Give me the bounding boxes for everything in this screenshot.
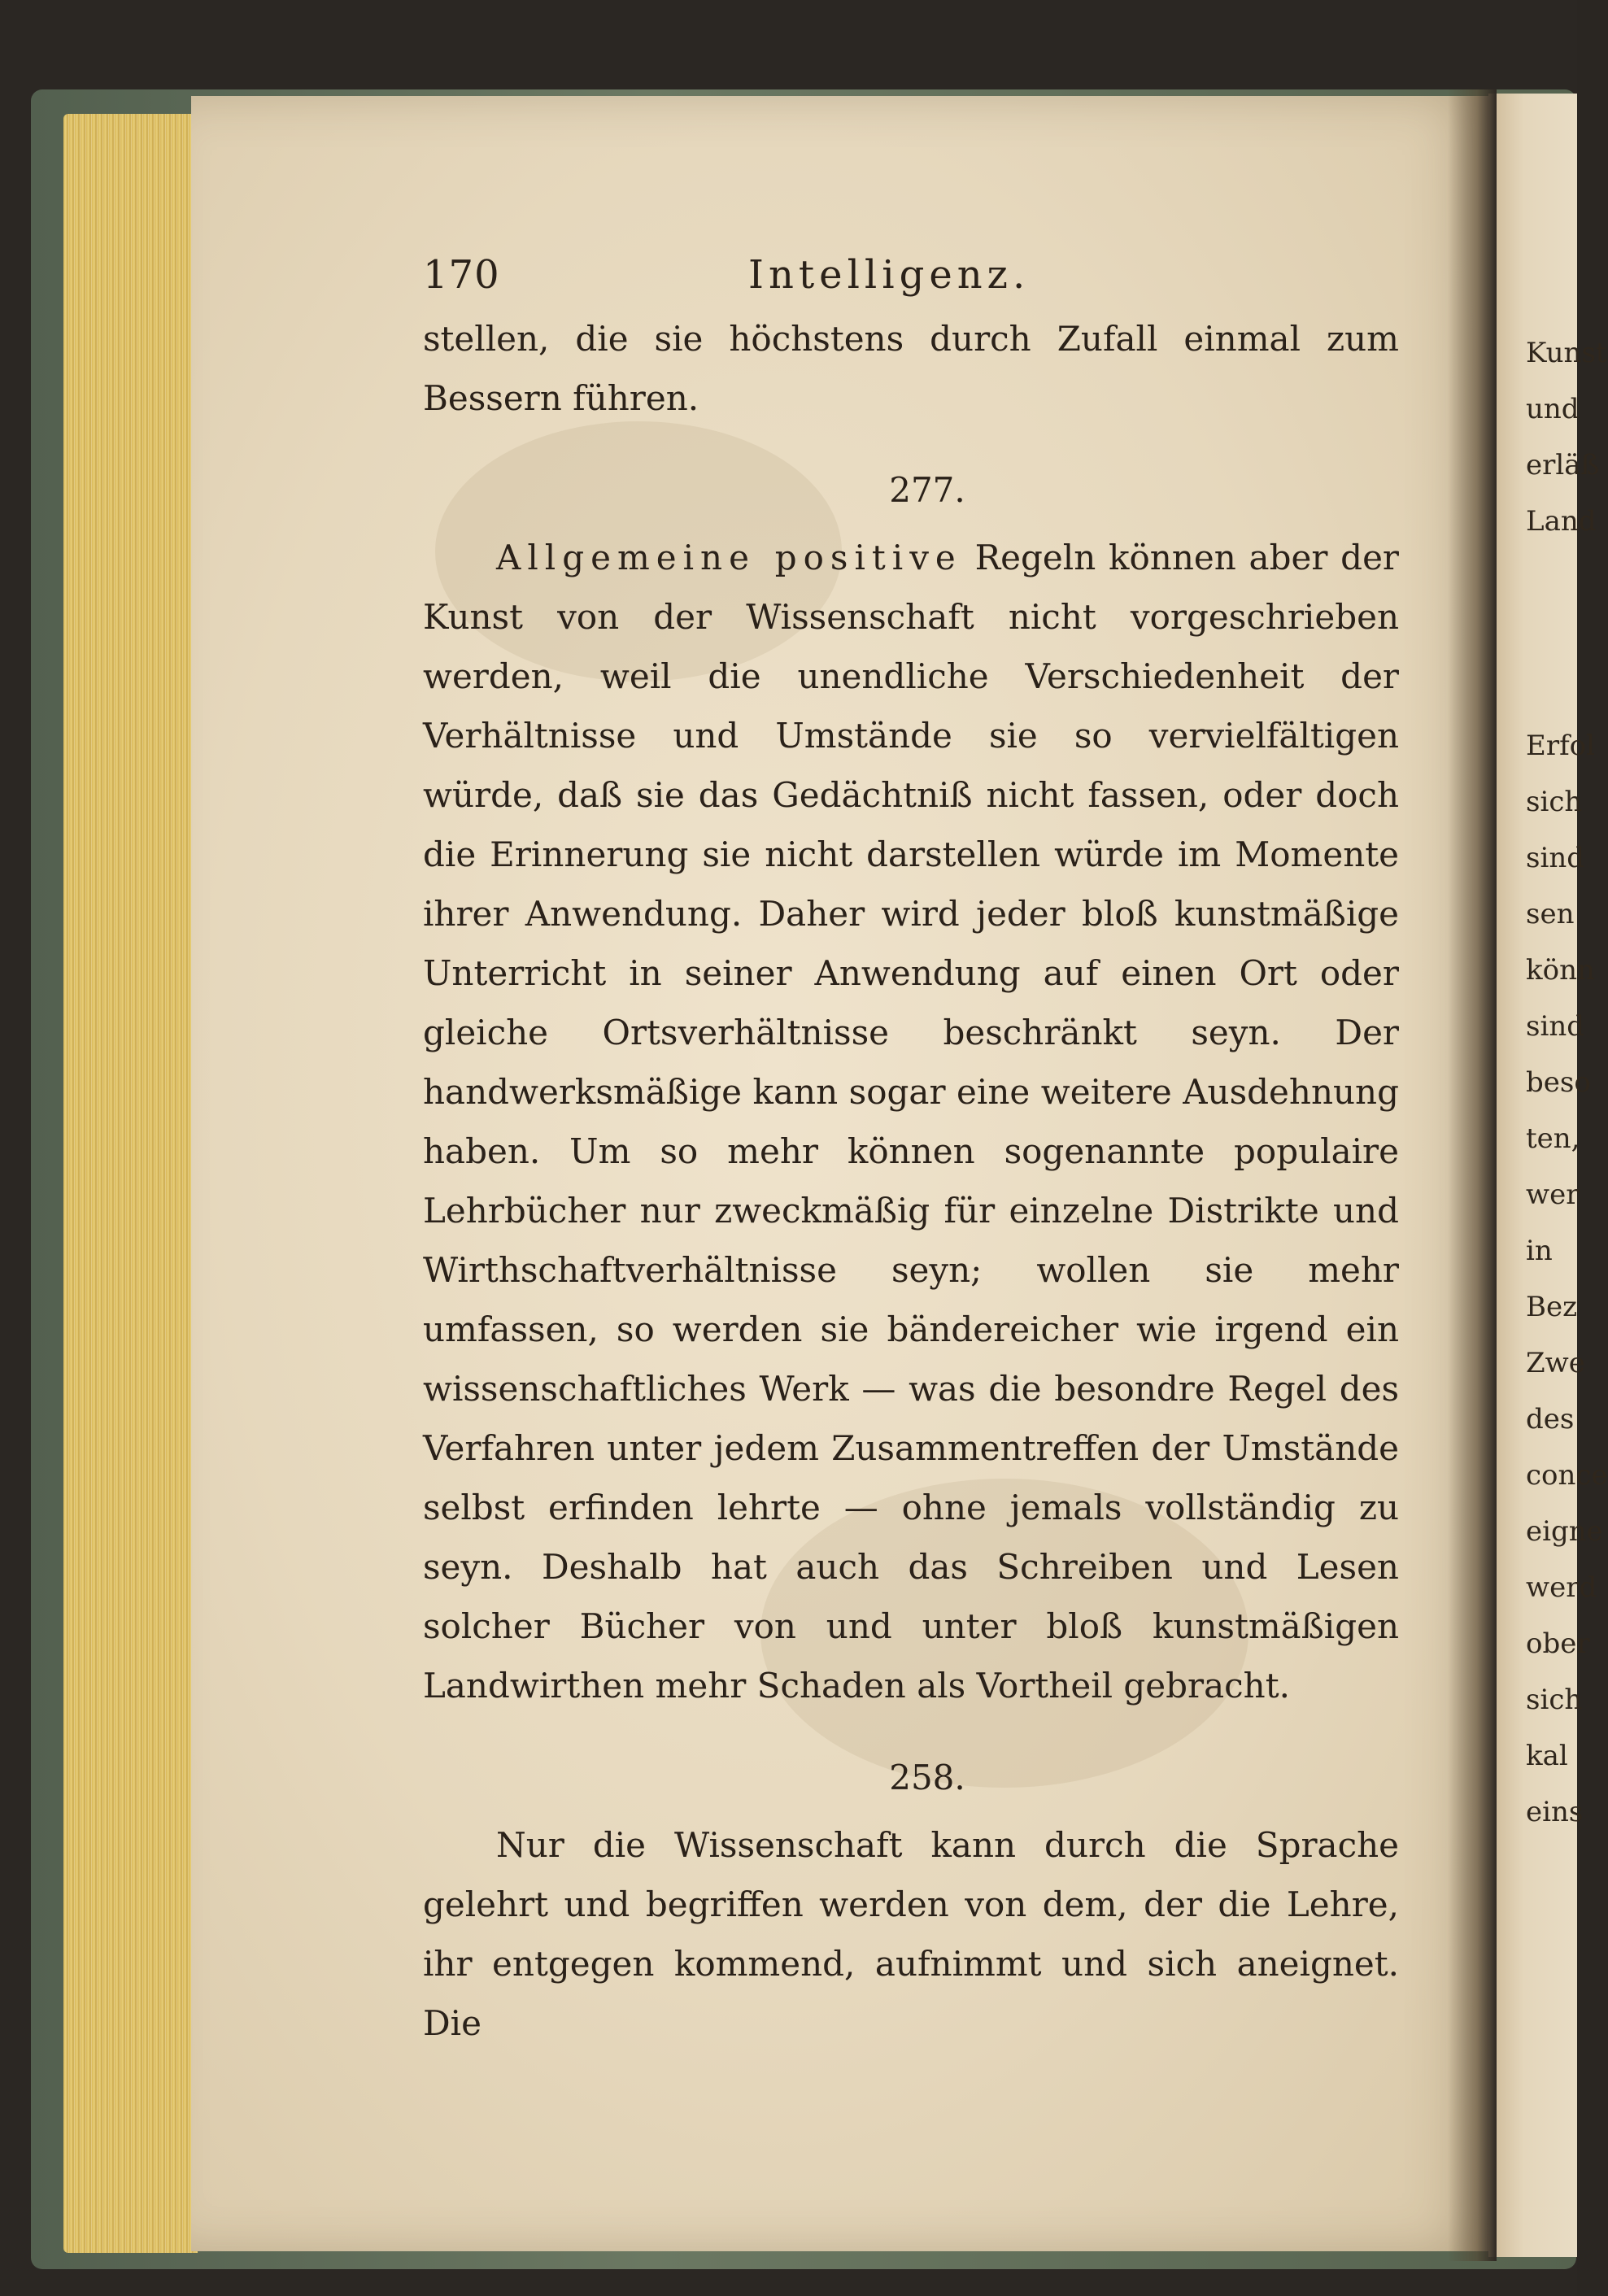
fragment-line: könn <box>1526 954 1595 987</box>
paragraph-body: Regeln können aber der Kunst von der Wissenschaft nicht vorgeschrieben werden, weil die unendliche Verschiedenheit der Verhältnisse und Umstände sie so vervielfältigen würde, daß sie das Gedächtniß nicht fassen, oder doch die Erinnerung sie nicht darstellen würde im Momente ihrer Anwendung. Daher wird jeder bloß kunstmäßige Unterricht in seiner Anwendung auf einen Ort oder gleiche Ortsverhältnisse beschränkt seyn. Der handwerksmäßige kann sogar eine weitere Ausdehnung haben. Um so mehr können sogenannte populaire Lehrbücher nur zweckmäßig für einzelne Distrikte und Wirthschaftverhältnisse seyn; wollen sie mehr umfassen, so werden sie bändereicher wie irgend ein wissenschaftliches Werk — was die besondre Regel des Verfahren unter jedem Zusammentreffen der Umstände selbst erfinden lehrte — ohne jemals vollständig zu seyn. Deshalb hat auch das Schreiben und Lesen solcher Bücher von und unter bloß kunstmäßigen Landwirthen mehr Schaden als Vortheil gebracht. <box>423 538 1399 1706</box>
page-text <box>423 244 1399 2053</box>
fragment-line: in <box>1526 1235 1553 1267</box>
fragment-line: eins <box>1526 1796 1584 1828</box>
running-head <box>423 244 1399 309</box>
fragment-line: Erfol <box>1526 730 1595 762</box>
fragment-line: ten, <box>1526 1122 1580 1155</box>
paragraph-277 <box>423 528 1399 1715</box>
fragment-line <box>1526 606 1577 662</box>
fragment-line: sen <box>1526 898 1575 930</box>
page-edges <box>63 114 198 2253</box>
fragment-line: eigne <box>1526 1515 1603 1548</box>
fragment-line: des <box>1526 1403 1575 1436</box>
book-gutter <box>1448 89 1497 2261</box>
fragment-line: beso <box>1526 1066 1591 1099</box>
fragment-line: werd <box>1526 1571 1597 1604</box>
fragment-line: wer <box>1526 1178 1580 1211</box>
fragment-line: ober <box>1526 1627 1590 1660</box>
fragment-line <box>1526 662 1577 718</box>
fragment-line: Zwe <box>1526 1347 1585 1379</box>
fragment-line: sich <box>1526 786 1583 818</box>
fragment-line: sich <box>1526 1684 1583 1716</box>
paragraph-carry-over: stellen, die sie höchstens durch Zufall einmal zum Bessern führen. <box>423 319 1399 418</box>
fragment-line: und <box>1526 393 1580 425</box>
fragment-line: conce <box>1526 1459 1608 1492</box>
fragment-line: sind <box>1526 842 1584 874</box>
fragment-line: Kunst <box>1526 337 1607 369</box>
facing-page-fragments <box>1526 325 1608 1841</box>
fragment-line: erläß <box>1526 449 1600 481</box>
fragment-line <box>1526 550 1577 606</box>
fragment-line: kal <box>1526 1740 1568 1772</box>
section-number: 258. <box>889 1758 965 1797</box>
fragment-line: Land <box>1526 505 1597 538</box>
page-number: 170 <box>423 252 500 298</box>
paragraph-258: Nur die Wissenschaft kann durch die Sprache gelehrt und begriffen werden von dem, der die Lehre, ihr entgegen kommend, aufnimmt und sich aneignet. Die <box>423 1825 1399 2043</box>
fragment-line: sind <box>1526 1010 1584 1043</box>
section-number: 277. <box>889 470 965 510</box>
running-title: Intelligenz. <box>748 252 1031 298</box>
emphasized-lead: Allgemeine positive <box>496 538 962 577</box>
fragment-line: Bez <box>1526 1291 1578 1323</box>
